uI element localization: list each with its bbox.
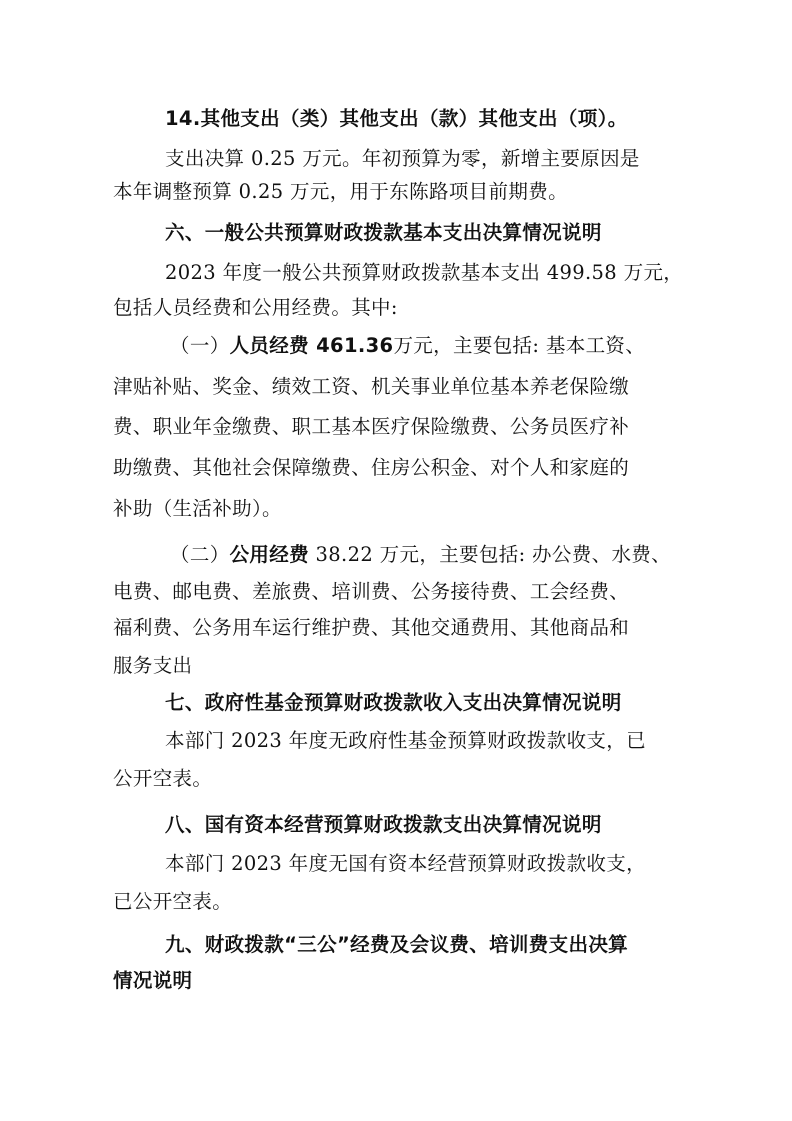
item-number: （二） [170,543,230,566]
paragraph-line: 公开空表。 [113,767,213,790]
paragraph-line: 本部门 2023 年度无政府性基金预算财政拨款收支，已 [165,729,646,752]
item-number: （一） [170,334,230,357]
paragraph-line: 2023 年度一般公共预算财政拨款基本支出 499.58 万元， [165,261,684,284]
paragraph-line: 费、职业年金缴费、职工基本医疗保险缴费、公务员医疗补 [113,415,630,438]
paragraph-line: 本部门 2023 年度无国有资本经营预算财政拨款收支， [165,852,646,875]
heading-section-9-continued: 情况说明 [113,969,193,992]
paragraph-line: 包括人员经费和公用经费。其中: [113,296,398,319]
heading-section-7: 七、政府性基金预算财政拨款收入支出决算情况说明 [165,691,622,714]
paragraph-line: 助缴费、其他社会保障缴费、住房公积金、对个人和家庭的 [113,456,630,479]
paragraph-line: 津贴补贴、奖金、绩效工资、机关事业单位基本养老保险缴 [113,375,630,398]
paragraph-line: 本年调整预算 0.25 万元，用于东陈路项目前期费。 [113,180,568,203]
paragraph-line: 服务支出 [113,654,193,677]
paragraph-personnel-expenses [0,333,792,359]
item-text: 万元，主要包括: 基本工资、 [393,334,646,357]
heading-section-8: 八、国有资本经营预算财政拨款支出决算情况说明 [165,813,602,836]
heading-other-expenditure: 14.其他支出（类）其他支出（款）其他支出（项）。 [165,107,628,130]
item-title: 人员经费 461.36 [229,334,394,357]
paragraph-line: 补助（生活补助）。 [113,497,282,520]
paragraph-line: 已公开空表。 [113,890,233,913]
heading-section-6: 六、一般公共预算财政拨款基本支出决算情况说明 [165,221,602,244]
paragraph-line: 支出决算 0.25 万元。年初预算为零，新增主要原因是 [165,147,640,170]
item-text: 38.22 万元，主要包括: 办公费、水费、 [308,543,672,566]
paragraph-line: 电费、邮电费、差旅费、培训费、公务接待费、工会经费、 [113,580,630,603]
paragraph-public-expenses [0,542,792,568]
item-title: 公用经费 [229,543,309,566]
heading-section-9: 九、财政拨款“三公”经费及会议费、培训费支出决算 [165,933,629,956]
paragraph-line: 福利费、公务用车运行维护费、其他交通费用、其他商品和 [113,616,630,639]
